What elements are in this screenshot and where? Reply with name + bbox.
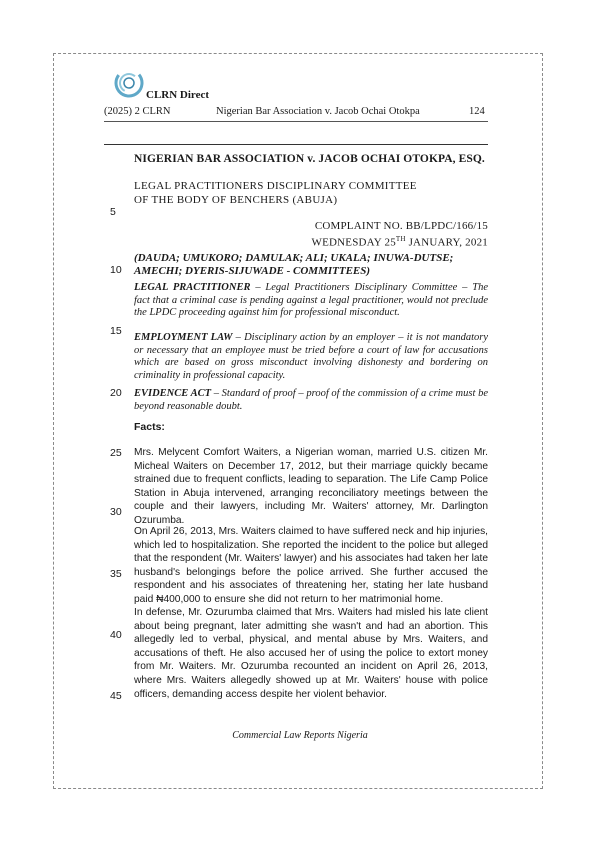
line-number: 5 [110, 206, 116, 218]
facts-paragraph-2: On April 26, 2013, Mrs. Waiters claimed to have suffered neck and hip injuries, which led to hospitalization. She reported the incident to the police but alleged that the respondent (Mr. Waiters' lawyer) and his associates had taken her late husband's belongings before the police arrived. She further accused the respondent and his associates of threatening her, stating her late husband paid ₦400,000 to ensure she did not return to her matrimonial home. [134, 526, 488, 605]
line-number: 30 [110, 506, 122, 518]
case-title: NIGERIAN BAR ASSOCIATION v. JACOB OCHAI OTOKPA, ESQ. [134, 153, 485, 165]
complaint-number: COMPLAINT NO. BB/LPDC/166/15 [314, 220, 488, 232]
line-number: 10 [110, 264, 122, 276]
line-number: 20 [110, 387, 122, 399]
court-line-2: OF THE BODY OF BENCHERS (ABUJA) [134, 194, 338, 206]
catchword-1: LEGAL PRACTITIONER – Legal Practitioners Disciplinary Committee – The fact that a criminal case is pending against a legal practitioner, would not preclude the LPDC proceeding against him for professional misconduct. [134, 282, 488, 318]
header-case-title: Nigerian Bar Association v. Jacob Ochai Otokpa [216, 106, 420, 117]
panel-members: (DAUDA; UMUKORO; DAMULAK; ALI; UKALA; INUWA-DUTSE; AMECHI; DYERIS-SIJUWADE - COMMITTEES) [134, 252, 454, 277]
header-rule [104, 121, 488, 122]
header-citation: (2025) 2 CLRN [104, 106, 171, 117]
court-line-1: LEGAL PRACTITIONERS DISCIPLINARY COMMITTEE [134, 180, 417, 192]
complaint-block [312, 220, 489, 250]
brand-name: CLRN Direct [146, 89, 210, 101]
court-name [134, 179, 417, 207]
line-number: 45 [110, 690, 122, 702]
page-footer: Commercial Law Reports Nigeria [232, 730, 368, 741]
line-number: 40 [110, 629, 122, 641]
facts-paragraph-3: In defense, Mr. Ozurumba claimed that Mrs. Waiters had misled his late client about being pregnant, later admitting she wasn't and had an abortion. This allegedly led to verbal, physical, and mental abuse by Mrs. Waiters, and accusations of theft. He also accused her of using the police to extort money from Mr. Waiters. Mr. Ozurumba recounted an incident on April 26, 2013, where Mrs. Waiters allegedly showed up at Mr. Waiters' house with police officers, demanding access despite her violent behavior. [134, 607, 488, 700]
line-number: 25 [110, 447, 122, 459]
clrn-logo-icon [112, 66, 146, 100]
hearing-date: WEDNESDAY 25TH JANUARY, 2021 [311, 235, 488, 249]
facts-heading: Facts: [134, 421, 165, 433]
page-number: 124 [469, 106, 485, 117]
line-number: 15 [110, 325, 122, 337]
facts-paragraph-1: Mrs. Melycent Comfort Waiters, a Nigerian woman, married U.S. citizen Mr. Micheal Waiters on December 17, 2012, but their marriage quickly became strained due to frequent conflicts, leading to separation. The Life Camp Police Station in Abuja intervened, arranging reconciliatory meetings between the couple and their lawyers, including Mr. Waiters' attorney, Mr. Darlington Ozurumba. [134, 447, 488, 526]
catchword-2: EMPLOYMENT LAW – Disciplinary action by an employer – it is not mandatory or necessary that an employee must be tried before a court of law for accusations which are based on gross misconduct involving dishonesty and bordering on criminality in professional capacity. [134, 332, 488, 381]
catchword-3: EVIDENCE ACT – Standard of proof – proof of the commission of a crime must be beyond reasonable doubt. [134, 388, 488, 412]
section-rule [104, 144, 488, 145]
line-number: 35 [110, 568, 122, 580]
